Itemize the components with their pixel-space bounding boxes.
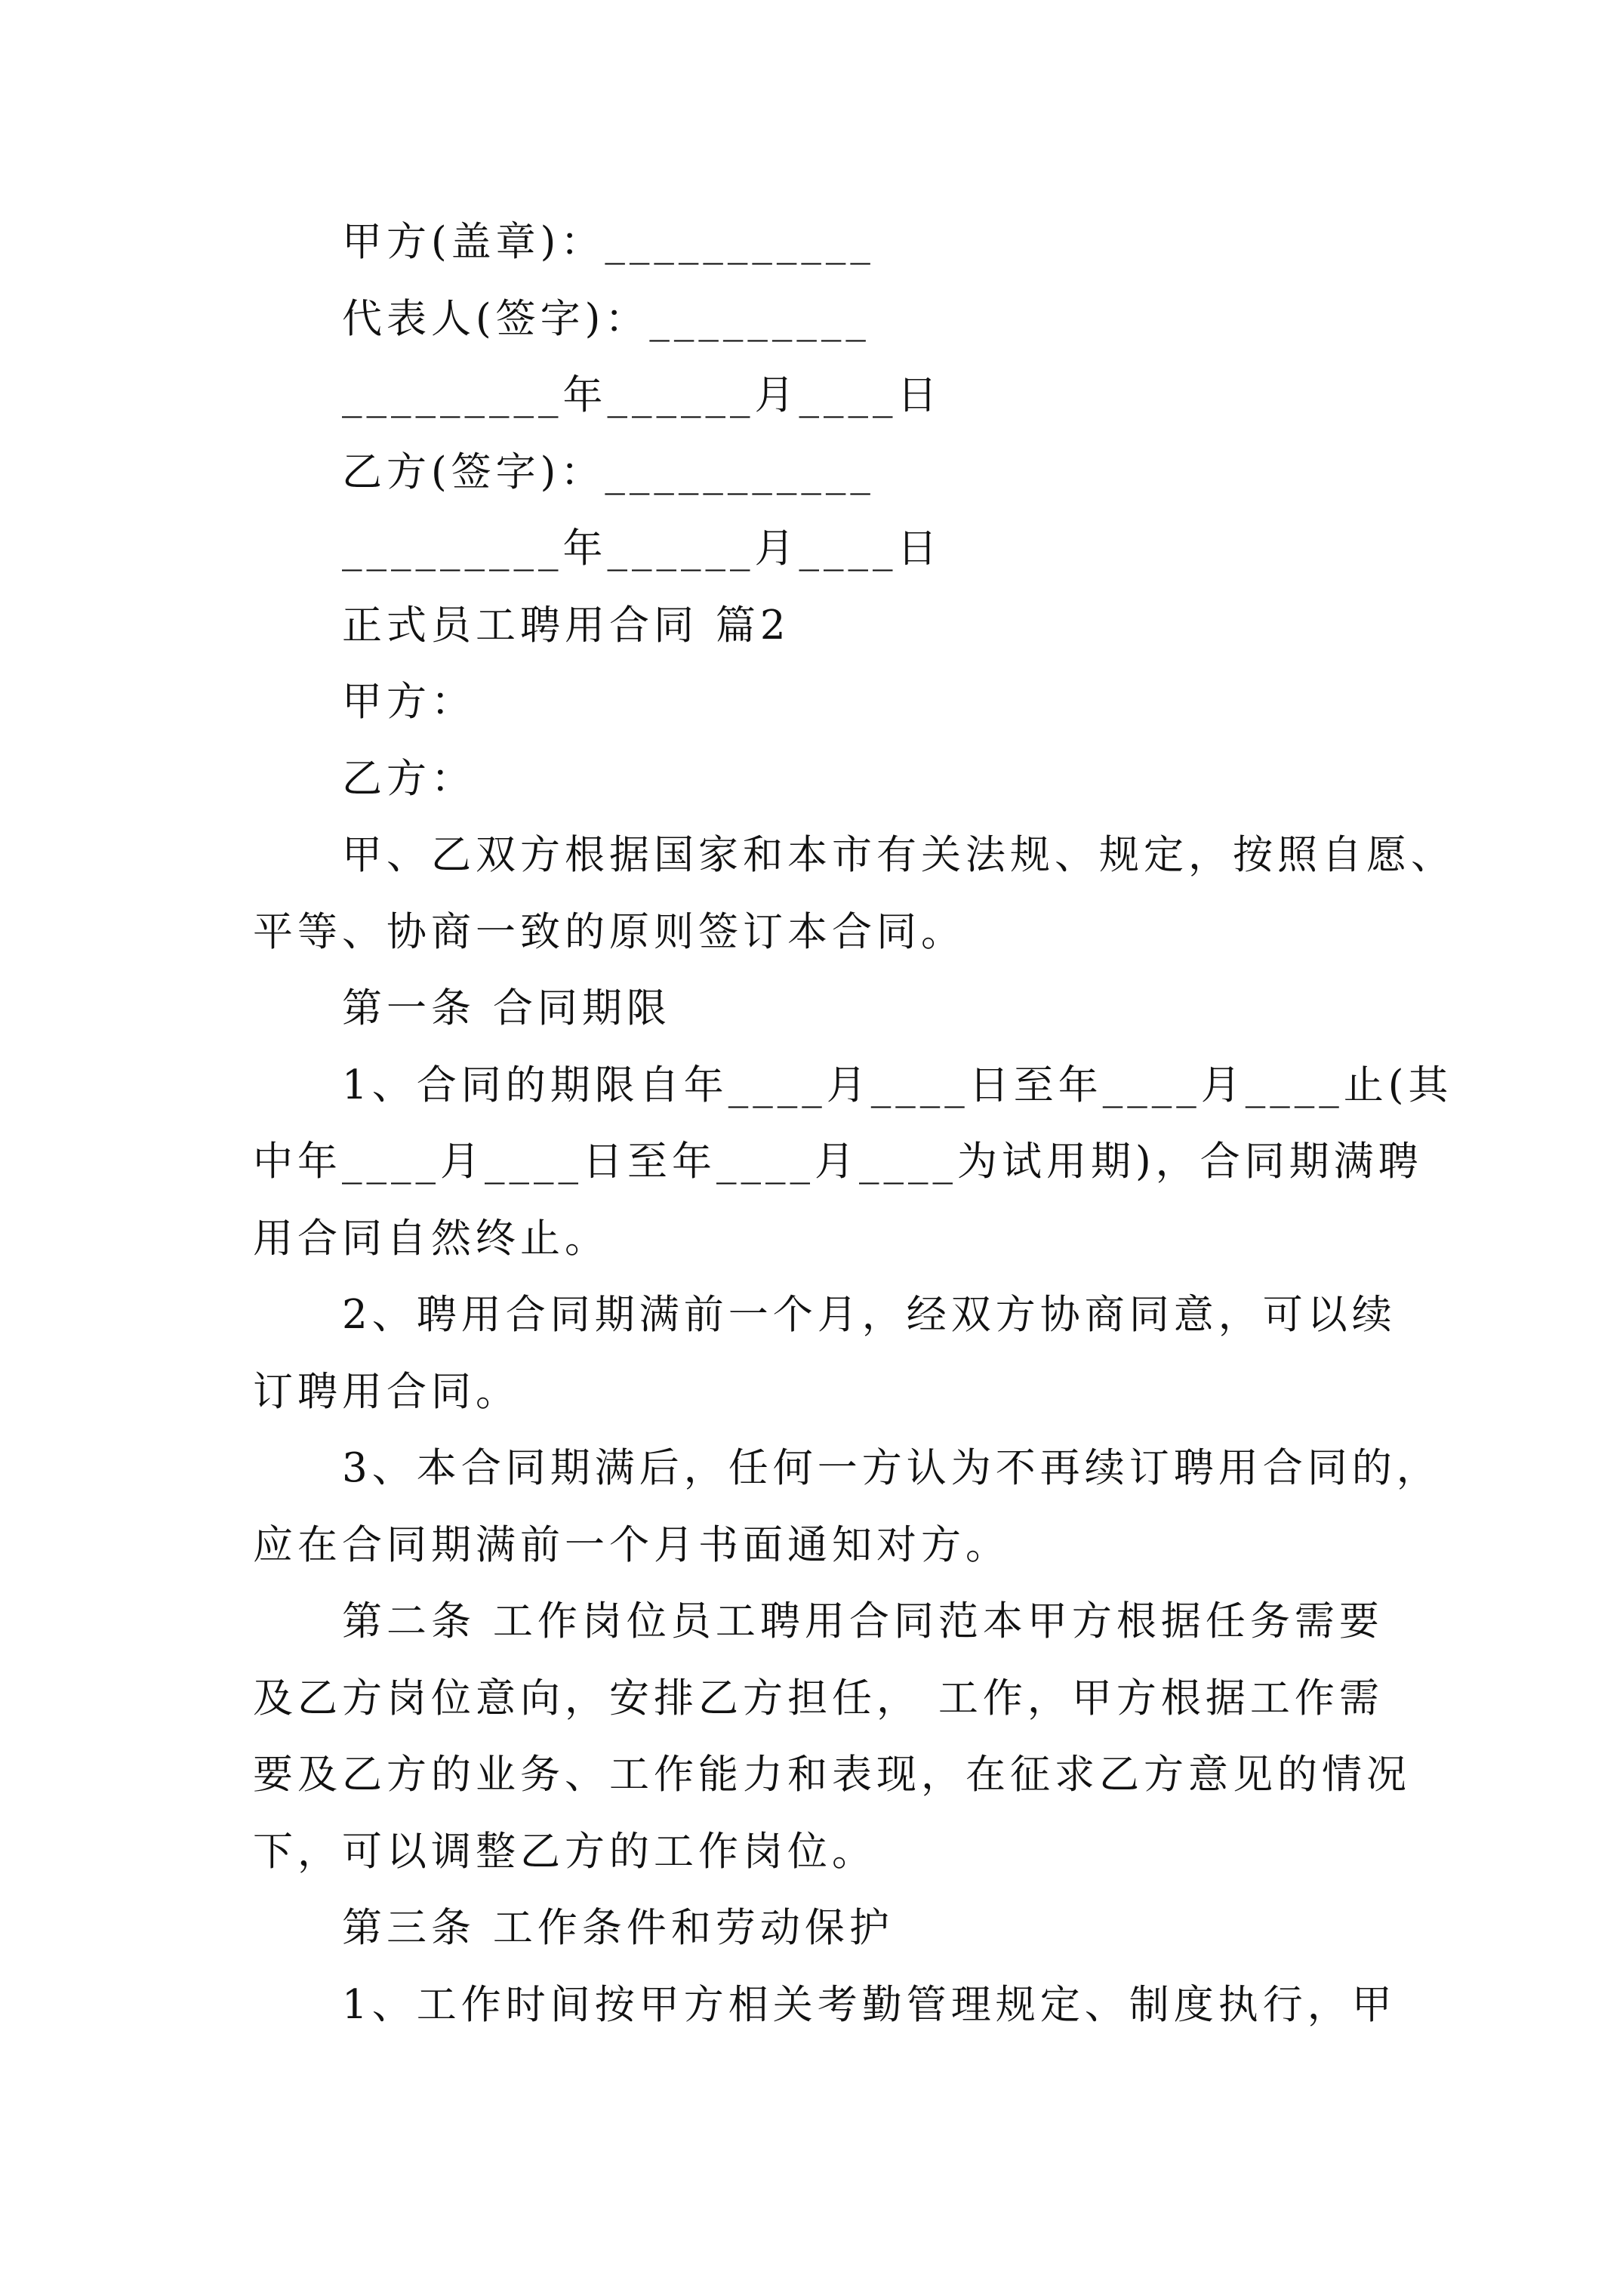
text-line: 代表人(签字)：_________ [342, 295, 870, 342]
text-line: 2、聘用合同期满前一个月，经双方协商同意，可以续 [342, 1292, 1397, 1338]
text-line: 下，可以调整乙方的工作岗位。 [253, 1828, 876, 1875]
article-heading: 第二条 工作岗位员工聘用合同范本甲方根据任务需要 [342, 1598, 1384, 1644]
text-line: 平等、协商一致的原则签订本合同。 [253, 908, 965, 955]
text-line: _________年______月____日 [342, 525, 942, 572]
article-heading: 第一条 合同期限 [342, 985, 671, 1031]
contract-text [253, 204, 1455, 2043]
text-line: 甲方(盖章)：___________ [342, 219, 875, 265]
text-line: 用合同自然终止。 [253, 1215, 609, 1262]
text-line: 订聘用合同。 [253, 1368, 520, 1415]
text-line: 应在合同期满前一个月书面通知对方。 [253, 1521, 1010, 1568]
article-heading: 第三条 工作条件和劳动保护 [342, 1905, 894, 1951]
text-line: 中年____月____日至年____月____为试用期)，合同期满聘 [253, 1139, 1423, 1185]
text-line: 乙方： [342, 755, 476, 802]
text-line: _________年______月____日 [342, 372, 942, 418]
text-line: 3、本合同期满后，任何一方认为不再续订聘用合同的， [342, 1445, 1441, 1491]
text-line: 甲方： [342, 679, 476, 725]
text-line: 1、工作时间按甲方相关考勤管理规定、制度执行，甲 [342, 1981, 1397, 2028]
text-line: 1、合同的期限自年____月____日至年____月____止(其 [342, 1062, 1453, 1108]
text-line: 及乙方岗位意向，安排乙方担任， 工作，甲方根据工作需 [253, 1675, 1384, 1721]
text-line: 要及乙方的业务、工作能力和表现，在征求乙方意见的情况 [253, 1752, 1411, 1798]
section-title: 正式员工聘用合同 篇2 [342, 602, 790, 649]
text-line: 甲、乙双方根据国家和本市有关法规、规定，按照自愿、 [342, 832, 1455, 878]
text-line: 乙方(签字)：___________ [342, 448, 875, 495]
